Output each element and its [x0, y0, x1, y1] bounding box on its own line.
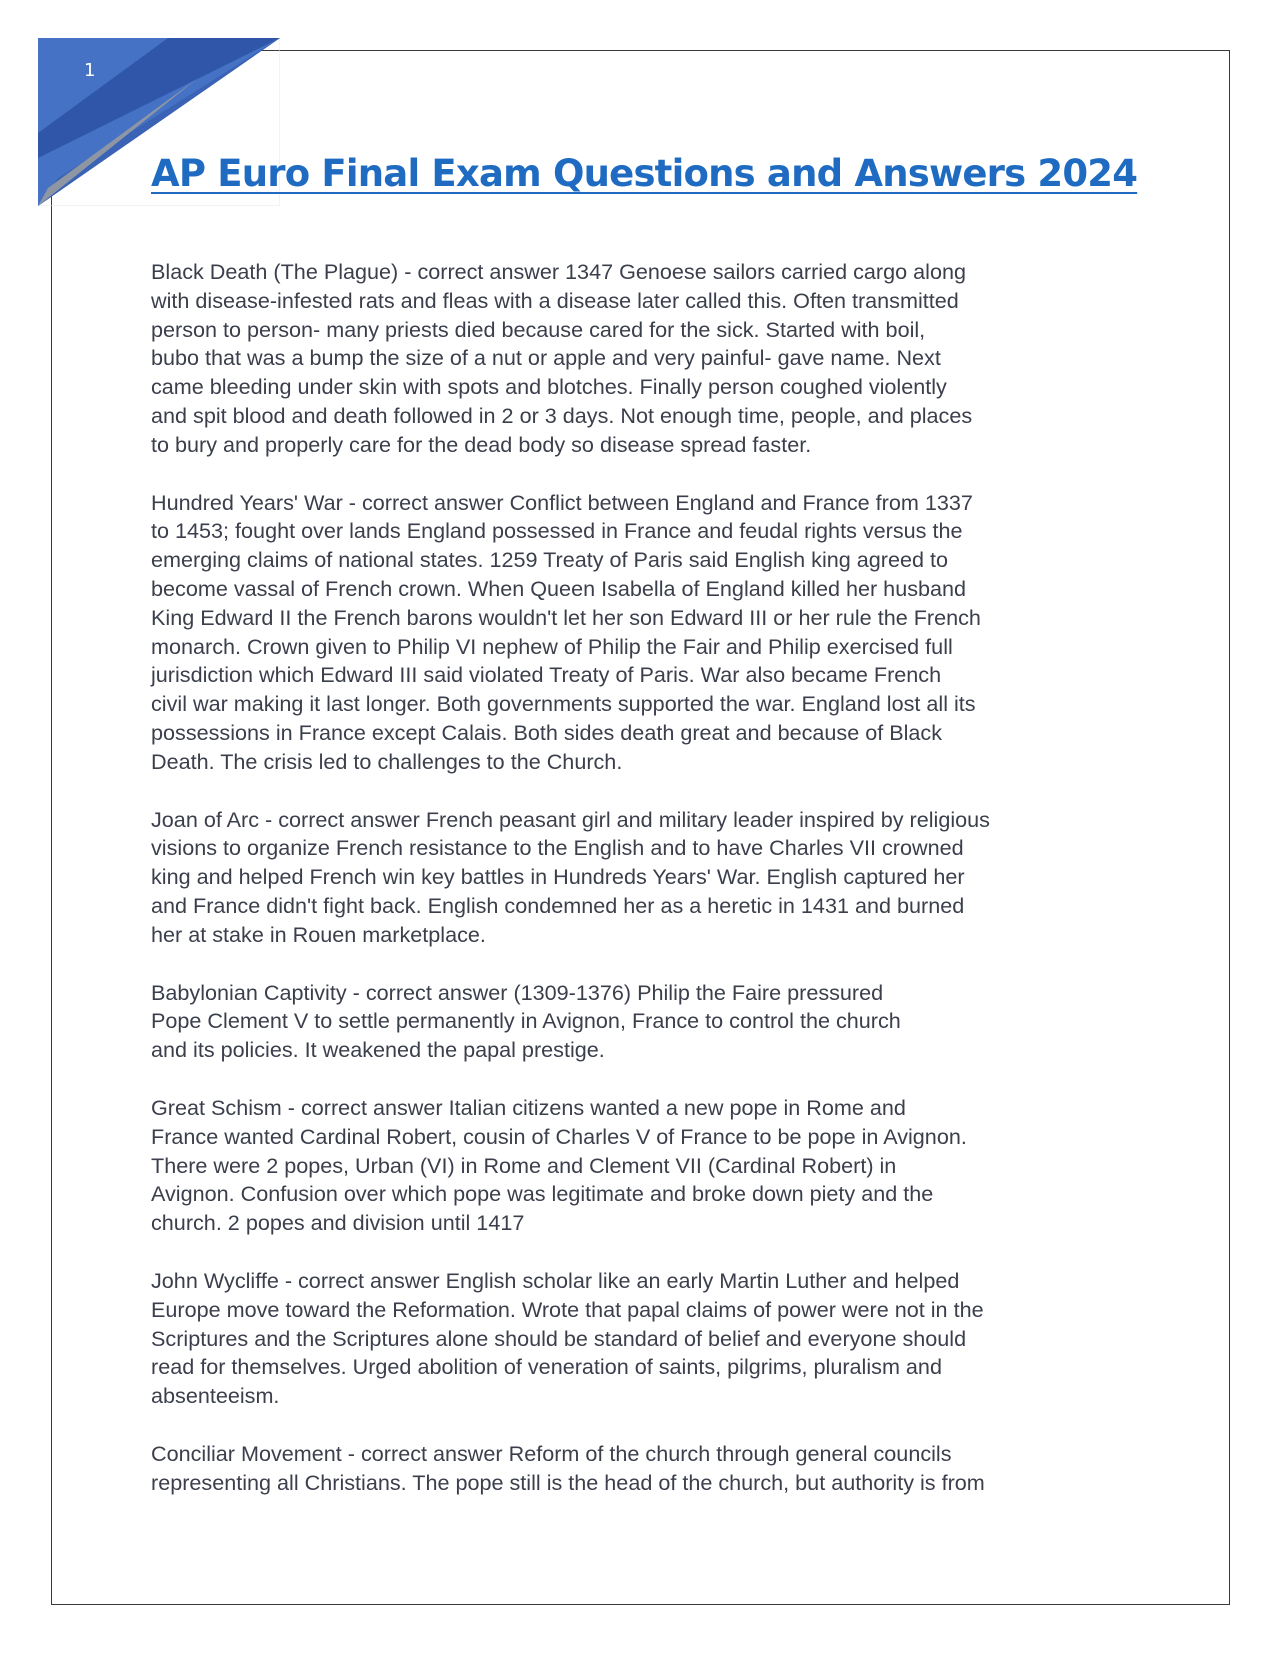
document-title: AP Euro Final Exam Questions and Answers 2024 [151, 152, 1138, 195]
entry-line: absenteeism. [151, 1383, 280, 1409]
entry-line: John Wycliffe - correct answer English scholar like an early Martin Luther and helped [151, 1267, 960, 1293]
entry-line: Babylonian Captivity - correct answer (1309-1376) Philip the Faire pressured [151, 979, 884, 1005]
entry-line: Death. The crisis led to challenges to the Church. [151, 748, 623, 774]
page-number: 1 [84, 60, 96, 81]
entry-paragraph [151, 1267, 1141, 1411]
entry-line: representing all Christians. The pope still is the head of the church, but authority is from [151, 1469, 985, 1495]
entry-line: possessions in France except Calais. Both sides death great and because of Black [151, 719, 943, 745]
entry-line: France wanted Cardinal Robert, cousin of Charles V of France to be pope in Avignon. [151, 1123, 967, 1149]
entry-paragraph [151, 979, 1141, 1065]
entry-line: read for themselves. Urged abolition of veneration of saints, pilgrims, pluralism and [151, 1354, 942, 1380]
entry-line: came bleeding under skin with spots and blotches. Finally person coughed violently [151, 374, 947, 400]
entry-line: visions to organize French resistance to the English and to have Charles VII crowned [151, 835, 964, 861]
entry-line: bubo that was a bump the size of a nut or apple and very painful- gave name. Next [151, 345, 941, 371]
entry-line: person to person- many priests died because cared for the sick. Started with boil, [151, 316, 926, 342]
entry-line: with disease-infested rats and fleas with a disease later called this. Often transmitted [151, 287, 959, 313]
entry-paragraph [151, 1440, 1141, 1498]
entry-paragraph [151, 258, 1141, 460]
entry-line: jurisdiction which Edward III said violated Treaty of Paris. War also became French [151, 662, 942, 688]
entry-line: to bury and properly care for the dead body so disease spread faster. [151, 431, 812, 457]
entry-line: civil war making it last longer. Both governments supported the war. England lost all its [151, 691, 976, 717]
entry-line: church. 2 popes and division until 1417 [151, 1210, 525, 1236]
entry-line: Joan of Arc - correct answer French peasant girl and military leader inspired by religious [151, 806, 990, 832]
entry-line: Hundred Years' War - correct answer Conflict between England and France from 1337 [151, 489, 973, 515]
entry-line: and France didn't fight back. English condemned her as a heretic in 1431 and burned [151, 892, 965, 918]
entry-line: Black Death (The Plague) - correct answer 1347 Genoese sailors carried cargo along [151, 259, 966, 284]
entry-line: Europe move toward the Reformation. Wrote that papal claims of power were not in the [151, 1296, 984, 1322]
entry-line: become vassal of French crown. When Queen Isabella of England killed her husband [151, 575, 967, 601]
entry-paragraph [151, 489, 1141, 777]
entry-line: and spit blood and death followed in 2 or 3 days. Not enough time, people, and places [151, 402, 973, 428]
entry-line: King Edward II the French barons wouldn't let her son Edward III or her rule the French [151, 604, 981, 630]
entry-line: There were 2 popes, Urban (VI) in Rome and Clement VII (Cardinal Robert) in [151, 1152, 897, 1178]
entry-line: Scriptures and the Scriptures alone should be standard of belief and everyone should [151, 1325, 967, 1351]
document-body [151, 258, 1141, 1526]
entry-line: king and helped French win key battles in Hundreds Years' War. English captured her [151, 864, 965, 890]
entry-line: to 1453; fought over lands England possessed in France and feudal rights versus the [151, 518, 963, 544]
entry-line: emerging claims of national states. 1259 Treaty of Paris said English king agreed to [151, 547, 949, 573]
entry-line: monarch. Crown given to Philip VI nephew of Philip the Fair and Philip exercised full [151, 633, 953, 659]
entry-line: and its policies. It weakened the papal prestige. [151, 1037, 605, 1063]
entry-paragraph [151, 806, 1141, 950]
entry-paragraph [151, 1094, 1141, 1238]
entry-line: Avignon. Confusion over which pope was legitimate and broke down piety and the [151, 1181, 934, 1207]
entry-line: Conciliar Movement - correct answer Reform of the church through general councils [151, 1440, 952, 1466]
entry-line: her at stake in Rouen marketplace. [151, 921, 486, 947]
entry-line: Pope Clement V to settle permanently in Avignon, France to control the church [151, 1008, 901, 1034]
entry-line: Great Schism - correct answer Italian citizens wanted a new pope in Rome and [151, 1094, 906, 1120]
